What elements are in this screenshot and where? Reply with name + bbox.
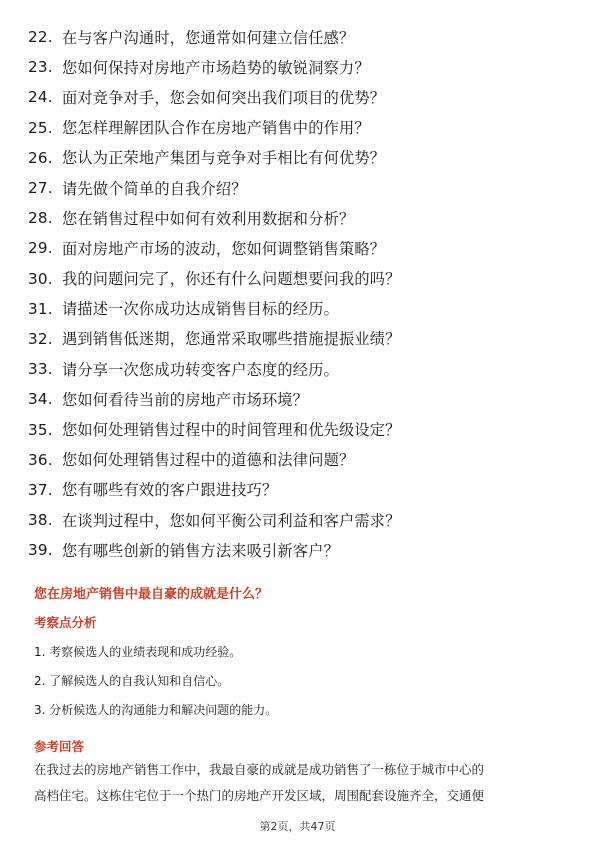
featured-question: 您在房地产销售中最自豪的成就是什么？ — [34, 587, 269, 602]
question-number: 38. — [28, 511, 53, 530]
list-item — [28, 143, 573, 173]
question-number: 26. — [28, 148, 53, 167]
list-item — [28, 294, 573, 324]
question-number: 35. — [28, 420, 53, 439]
question-text: 请描述一次你成功达成销售目标的经历。 — [62, 300, 339, 319]
list-item — [28, 233, 573, 263]
question-text: 您怎样理解团队合作在房地产销售中的作用？ — [62, 119, 370, 138]
question-text: 您如何看待当前的房地产市场环境？ — [62, 390, 309, 409]
question-number: 25. — [28, 118, 53, 137]
question-text: 遇到销售低迷期，您通常采取哪些措施提振业绩？ — [62, 330, 401, 349]
question-number: 29. — [28, 239, 53, 258]
question-text: 您如何处理销售过程中的道德和法律问题？ — [62, 451, 355, 470]
question-text: 您有哪些创新的销售方法来吸引新客户？ — [62, 541, 339, 560]
question-text: 请先做个简单的自我介绍？ — [62, 179, 247, 198]
list-item — [28, 384, 573, 414]
question-text: 您认为正荣地产集团与竞争对手相比有何优势？ — [62, 149, 386, 168]
question-list — [28, 22, 573, 565]
list-item — [28, 414, 573, 444]
question-number: 36. — [28, 450, 53, 469]
answer-line: 高档住宅。这栋住宅位于一个热门的房地产开发区域，周围配套设施齐全，交通便 — [34, 788, 485, 803]
analysis-heading: 考察点分析 — [34, 615, 97, 630]
list-item — [28, 264, 573, 294]
reference-heading: 参考回答 — [34, 739, 85, 754]
question-text: 面对竞争对手，您会如何突出我们项目的优势？ — [62, 88, 386, 107]
list-item — [28, 203, 573, 233]
list-item — [28, 324, 573, 354]
list-item — [28, 52, 573, 82]
question-number: 34. — [28, 390, 53, 409]
question-text: 您在销售过程中如何有效利用数据和分析？ — [62, 209, 355, 228]
question-number: 24. — [28, 88, 53, 107]
question-text: 您如何保持对房地产市场趋势的敏锐洞察力？ — [62, 58, 370, 77]
question-number: 31. — [28, 299, 53, 318]
list-item — [28, 173, 573, 203]
question-number: 30. — [28, 269, 53, 288]
question-number: 37. — [28, 480, 53, 499]
question-number: 39. — [28, 541, 53, 560]
reference-answer — [34, 757, 558, 809]
list-item — [28, 113, 573, 143]
question-number: 23. — [28, 58, 53, 77]
question-text: 请分享一次您成功转变客户态度的经历。 — [62, 360, 339, 379]
list-item — [28, 82, 573, 112]
list-item: 1. 考察候选人的业绩表现和成功经验。 — [34, 645, 242, 659]
question-text: 我的问题问完了，你还有什么问题想要问我的吗？ — [62, 270, 401, 289]
page-number: 第2页，共47页 — [259, 820, 336, 833]
question-text: 您有哪些有效的客户跟进技巧？ — [62, 481, 278, 500]
question-text: 在谈判过程中，您如何平衡公司利益和客户需求？ — [62, 511, 401, 530]
list-item — [28, 22, 573, 52]
list-item — [28, 505, 573, 535]
analysis-points — [34, 637, 277, 724]
question-number: 27. — [28, 179, 53, 198]
list-item — [28, 475, 573, 505]
question-number: 22. — [28, 28, 53, 47]
list-item — [28, 354, 573, 384]
list-item: 3. 分析候选人的沟通能力和解决问题的能力。 — [34, 703, 278, 717]
list-item — [28, 445, 573, 475]
question-number: 32. — [28, 329, 53, 348]
question-number: 33. — [28, 360, 53, 379]
list-item: 2. 了解候选人的自我认知和自信心。 — [34, 674, 230, 688]
list-item — [28, 535, 573, 565]
question-number: 28. — [28, 209, 53, 228]
question-text: 您如何处理销售过程中的时间管理和优先级设定？ — [62, 421, 401, 440]
question-text: 在与客户沟通时，您通常如何建立信任感？ — [62, 28, 355, 47]
answer-line: 在我过去的房地产销售工作中，我最自豪的成就是成功销售了一栋位于城市中心的 — [34, 762, 485, 777]
question-text: 面对房地产市场的波动，您如何调整销售策略？ — [62, 239, 386, 258]
